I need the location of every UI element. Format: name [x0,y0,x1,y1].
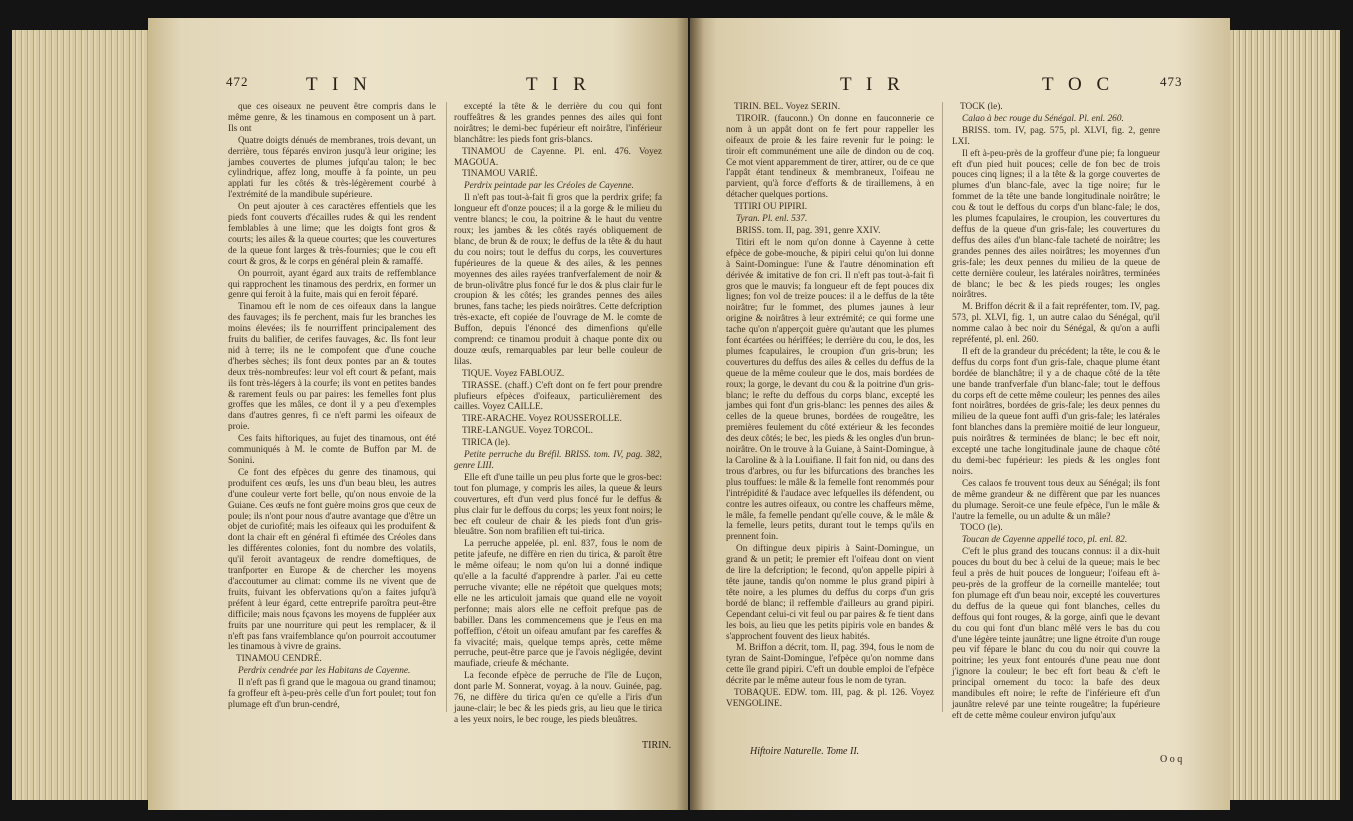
right-column-1 [726,102,934,711]
signature-mark: O o q [1160,754,1183,765]
left-column-1 [228,102,436,712]
left-header-right: T I R [526,74,591,95]
left-header-left: T I N [306,74,372,95]
paragraph: Ce font des efpèces du genre des tinamous, qui produifent ces œufs, les uns d'un beau bleu, les autres d'une couleur verte fort belle, qu'on nous envoie de la Guiane. Ces œufs ne font guère moins gros que ceux de poule; ils n'ont pour nous d'autre avantage que d'être un objet de curiofité; mais les oifeaux qui les produifent & dont la chair eft en général fi eftimée des Créoles dans les différentes colonies, font du nombre des volatils, qu'il feroit avantageux de rendre domeftiques, de tranfporter en Europe & de chercher les moyens d'accoutumer au climat: comme ils ne vivent que de fruits, fuivant les obfervations qu'on a faites jufqu'à préfent à leur égard, cette entreprife paroîtra peut-être difficile; mais nous fçavons les moyens de fuppléer aux fruits par une nourriture qui peut les remplacer, & il n'eft pas fans vraifemblance qu'on pourroit accoutumer les tinamous à vivre de grains. [228,467,436,653]
entry-heading: TIRICA (le). [462,438,511,449]
left-page [148,18,688,810]
paragraph: Calao à bec rouge du Sénégal. Pl. enl. 260. [962,113,1124,124]
paragraph: BRISS. tom. IV, pag. 575, pl. XLVI, fig. 2, genre LXI. [952,125,1160,147]
paragraph: Il eft de la grandeur du précédent; la tête, le cou & le deffus du corps font d'un gris-fale, chaque plume étant bordée de blanchâtre; il y a de chaque côté de la tête une bande tranfverfale d'un blanc-fale; tout le deffous du corps eft de cette même couleur; les pennes des ailes font noirâtres, bordées de gris-fale; les deux pennes du milieu de la queue font auffi d'un gris-fale; les latérales font blanches dans la première moitié de leur longueur, puis noirâtres & terminées de blanc; le bec eft noir, excepté une tache longitudinale jaune de chaque côté du demi-bec fupérieur: les pieds & les ongles font noirs. [952,346,1160,477]
paragraph: La perruche appelée, pl. enl. 837, fous le nom de petite jafeufe, ne diffère en rien du tirica, & paroît être le même oifeau; le nom qu'on lui a donné indique qu'elle a la faculté d'apprendre à parler. J'ai eu cette perruche vivante; elle ne répétoit que quelques mots; elle ne les articuloit jamais que quand elle ne voyoit perfonne; mais alors elle ne ceffoit prefque pas de babiller. Dans les commencemens que je l'eus en ma poffeffion, c'étoit un oifeau amufant par fes careffes & fa vivacité; mais, quelque temps après, cette même perruche, peut-être parce que je l'avois négligée, devint maufiade, crieufe & méchante. [454,539,662,670]
entry-heading: TOCK (le). [960,102,1003,112]
right-page [690,18,1230,810]
entry-heading: TIRE-ARACHE. Voyez ROUSSEROLLE. [462,414,622,425]
paragraph: M. Briffon décrit & il a fait repréfenter, tom. IV, pag. 573, pl. XLVI, fig. 1, un autre calao du Sénégal, qu'il nomme calao à bec noir du Sénégal, & qu'on a aufli repréfenté, pl. enl. 260. [952,302,1160,346]
paragraph: C'eft le plus grand des toucans connus: il a dix-huit pouces du bout du bec à celui de la queue; mais le bec feul a près de huit pouces de longueur; l'oifeau eft à-peu-près de la groffeur de la corneille mantelée; tout fon plumage eft d'un beau noir, excepté les couvertures du deffus de la queue qui font blanches, celles du deffous qui font rouges, & la gorge, ainfi que le devant du cou qui font d'un blanc mêlé vers le bas du cou d'une légère teinte jaunâtre; une ligne étroite d'un rouge peu vif fépare le blanc du cou du noir qui couvre la poitrine; les yeux font entourés d'une peau nue dont j'ignore la couleur; le bec eft fort beau & c'eft le principal ornement du toco: la bafe des deux mandibules eft noire; le refte de l'inférieure eft d'un jaunâtre relevé par une teinte rougeâtre; la fupérieure eft de cette même couleur environ jufqu'aux [952,547,1160,721]
paragraph: Elle eft d'une taille un peu plus forte que le gros-bec: tout fon plumage, y compris les ailes, la queue & leurs couvertures, eft d'un verd plus foncé fur le deffus & plus clair fur le deffous du corps; les yeux font noirs; le bec eft couleur de chair & les pieds font d'un gris-bleuâtre. Son nom brafilien eft tui-tirica. [454,472,662,538]
paragraph: On peut ajouter à ces caractères effentiels que les pieds font couverts d'écailles rudes & qui les rendent femblables à une lime; que les doigts font gros & courts; les ailes & la queue courtes; que les couvertures de la queue font larges & très-fournies; que le cou eft court & gros, & le corps en général plein & ramaffé. [228,202,436,267]
paragraph: M. Briffon a décrit, tom. II, pag. 394, fous le nom de tyran de Saint-Domingue, l'efpèce qu'on nomme dans cette île grand pipiri. C'eft un double emploi de l'efpèce décrite par le même auteur fous le nom de tyran. [726,643,934,687]
entry-heading: TIRE-LANGUE. Voyez TORCOL. [462,426,594,437]
entry-heading: TOCO (le). [960,523,1003,534]
left-page-edges [12,30,148,800]
paragraph: Il n'eft pas fi grand que le magoua ou grand tinamou; fa groffeur eft à-peu-près celle d'un fort poulet; tout fon plumage eft d'un brun-cendré, [228,678,436,710]
paragraph: TIROIR. (fauconn.) On donne en fauconnerie ce nom à un appât dont on fe fert pour rappeller les oifeaux de proie & les faire revenir fur le poing: le tiroir eft communément une aile de dindon ou de coq. Ce mot vient apparemment de tirer, attirer, ou de ce que l'appât étant tendineux & membraneux, l'oifeau ne parvient, qu'à force d'efforts & de tiraillemens, à en détacher quelques portions. [726,113,934,201]
paragraph: Il eft à-peu-près de la groffeur d'une pie; fa longueur eft d'un pied huit pouces; celle de fon bec de trois pouces cinq lignes; il a la tête & la gorge couvertes de plumes d'un blanc-fale, avec la tige noire; fur le fommet de la tête une bande longitudinale noirâtre; le cou & tout le deffous du corps d'un blanc-fale; le dos, les plumes fcapulaires, le croupion, les couvertures du deffus de la queue d'un gris-fale; les couvertures du deffus des ailes d'un blanc-fale tacheté de noirâtre; les grandes pennes des ailes noirâtres; les moyennes d'un gris-fale; les deux pennes du milieu de la queue de cette dernière couleur, les latérales noirâtres, terminées de blanc; le bec & les pieds rouges; les ongles noirâtres. [952,148,1160,301]
paragraph: Petite perruche du Bréfil. BRISS. tom. IV, pag. 382, genre LIII. [454,450,662,471]
paragraph: Tinamou eft le nom de ces oifeaux dans la langue des fauvages; ils fe perchent, mais fur les branches les moins élevées; ils fe nourriffent principalement des fruits du balifier, de cerifes fauvages, &c. Ils font leur nid à terre; ils ne le compofent que d'une couche d'herbes sèches; ils font deux pontes par an & toutes deux très-nombreufes: leur vol eft court & pefant, mais ils font très-légers à la courfe; ils vont en petites bandes & rarement feuls ou par paires: les femelles font plus groffes que les mâles, ce dont il y a peu d'exemples dans d'autres genres, fi ce n'eft parmi les oifeaux de proie. [228,302,436,433]
right-header-left: T I R [840,74,905,95]
right-header-right: T O C [1042,74,1115,95]
paragraph: Titiri eft le nom qu'on donne à Cayenne à cette efpèce de gobe-mouche, & pipiri celui qu'on lui donne à Saint-Domingue: l'une & l'autre dénomination eft dérivée & imitative de fon cri. Il n'eft pas tout-à-fait fi gros que le mauvis; fa longueur eft de fept pouces dix lignes; fon vol de treize pouces: il a le deffus de la tête noirâtre; fur le fommet, des plumes jaunes à leur origine & noirâtres à leur extrémité; ce qui forme une tache qu'on n'apperçoit guère qu'autant que les plumes font écartées ou hériffées; le derrière du cou, le dos, les plumes fcapulaires, le croupion d'un gris-brun; les couvertures du deffus des ailes & celles du deffus de la queue de la même couleur que le dos, mais bordées de roux; la gorge, le devant du cou & la poitrine d'un gris-blanc; le refte du deffous du corps blanc, excepté les jambes qui font d'un gris-blanc: les pennes des ailes & celles de la queue brunes, bordées de rougeâtre, les premières feulement du côté extérieur & les fecondes des deux côtés; le bec, les pieds & les ongles d'un brun-noirâtre. On le trouve à la Guiane, à Saint-Domingue, à la Caroline & à la Louifiane. Il fait fon nid, ou dans des trous d'arbres, ou fur les bifurcations des branches les plus touffues: le mâle & la femelle font renommés pour l'intrépidité & l'audace avec lefquelles ils défendent, ou contre les autres oifeaux, ou contre les chaffeurs même, le mâle, fa femelle pendant qu'elle couve, & le mâle & la femelle, leurs petits, durant tout le temps qu'ils en prennent foin. [726,237,934,543]
right-column-rule [942,102,943,712]
paragraph: Perdrix peintade par les Créoles de Cayenne. [464,181,634,192]
entry-heading: TIRASSE. (chaff.) C'eft dont on fe fert pour prendre plufieurs efpèces d'oifeaux, particulièrement des cailles. Voyez CAILLE. [454,380,662,413]
paragraph: BRISS. tom. II, pag. 391, genre XXIV. [736,225,881,236]
entry-heading: TINAMOU VARIÉ. [462,169,538,180]
paragraph: Il n'eft pas tout-à-fait fi gros que la perdrix grife; fa longueur eft d'onze pouces; il a la gorge & le milieu du ventre blancs; le cou, la poitrine & le haut du ventre roux; les jambes & les côtés rayés obliquement de blanc, de brun & de roux; le deffus de la tête & du haut du cou noirs; tout le deffus du corps, les couvertures fupérieures de la queue & des ailes, & les pennes moyennes des ailes rayées tranfverfalement de noir & de brun-olivâtre plus foncé fur le dos & plus clair fur le croupion & les côtés; les grandes pennes des ailes brunes, fans tache; les pieds noirâtres. Cette defcription très-exacte, eft copiée de l'ouvrage de M. le comte de Buffon, depuis l'énoncé des dimenfions qu'elle comprend: ce tinamou produit à chaque ponte dix ou douze œufs, remarquables par leur belle couleur de lilas. [454,193,662,367]
entry-heading: TOBAQUE. EDW. tom. III, pag. & pl. 126. Voyez VENGOLINE. [726,688,934,709]
paragraph: Ces calaos fe trouvent tous deux au Sénégal; ils font de même grandeur & ne diffèrent que par les nuances du plumage. Seroit-ce une feule efpèce, l'un le mâle & l'autre la femelle, ou un adulte & un mâle? [952,478,1160,522]
paragraph: que ces oiseaux ne peuvent être compris dans le même genre, & les tinamous en composent un à part. Ils ont [228,102,436,134]
paragraph: La feconde efpèce de perruche de l'île de Luçon, dont parle M. Sonnerat, voyag. à la nouv. Guinée, pag. 76, ne diffère du tirica qu'en ce qu'elle a l'iris d'un jaune-clair; le bec & les pieds gris, au lieu que le tirica a les yeux noirs, le bec rouge, les pieds bleuâtres. [454,671,662,725]
paragraph: Quatre doigts dénués de membranes, trois devant, un derrière, tous féparés environ jusqu'à leur origine; les jambes couvertes de plumes jufqu'au talon; le bec cylindrique, affez long, mouffe à fa pointe, un peu applati fur les côtés & très-légèrement courbé à l'extrémité de la mandibule supérieure. [228,135,436,201]
entry-heading: TIQUE. Voyez FABLOUZ. [462,368,565,379]
entry-heading: TIRIN. BEL. Voyez SERIN. [734,102,841,112]
paragraph: On diftingue deux pipiris à Saint-Domingue, un grand & un petit; le premier eft l'oifeau dont on vient de lire la defcription; le fecond, qu'on appelle pipiri à tête jaune, tandis qu'on nomme le plus grand pipiri à tête noire, a les plumes du deffus du corps d'un gris bordé de blanc; il reffemble d'ailleurs au grand pipiri. Cependant celui-ci vit feul ou par paires & fe tient dans les bois, au lieu que les petits pipiris vole en bandes & s'approchent fouvent des lieux habités. [726,544,934,642]
paragraph: Toucan de Cayenne appellé toco, pl. enl. 82. [962,535,1128,546]
right-column-2 [952,102,1160,723]
right-running-head [690,74,1230,102]
entry-heading: TITIRI OU PIPIRI. [734,202,808,213]
footer-title: Hiftoire Naturelle. Tome II. [750,746,860,757]
paragraph: Perdrix cendrée par les Habitans de Cayenne. [238,666,411,677]
entry-heading: TINAMOU CENDRÉ. [236,654,322,665]
catchword: TIRIN. [642,740,672,751]
book-gutter [676,18,704,810]
right-page-edges [1230,30,1340,800]
paragraph: On pourroit, ayant égard aux traits de reffemblance qui rapprochent les tinamous des perdrix, en former un genre qui feroit à la fuite, mais qui en feroit féparé. [228,268,436,301]
left-running-head [148,74,688,102]
left-column-2 [454,102,662,727]
left-column-rule [446,102,447,712]
entry-heading: TINAMOU de Cayenne. Pl. enl. 476. Voyez MAGOUA. [454,146,662,168]
left-page-number: 472 [226,74,249,89]
paragraph: Tyran. Pl. enl. 537. [736,214,808,225]
paragraph: Ces faits hiftoriques, au fujet des tinamous, ont été communiqués à M. le comte de Buffon par M. de Sonini. [228,434,436,466]
right-page-number: 473 [1160,74,1183,89]
paragraph: excepté la tête & le derrière du cou qui font rouffeâtres & les grandes pennes des ailes qui font noirâtres; le demi-bec fupérieur eft noirâtre, l'inférieur blanchâtre: les pieds font gris-blancs. [454,102,662,145]
